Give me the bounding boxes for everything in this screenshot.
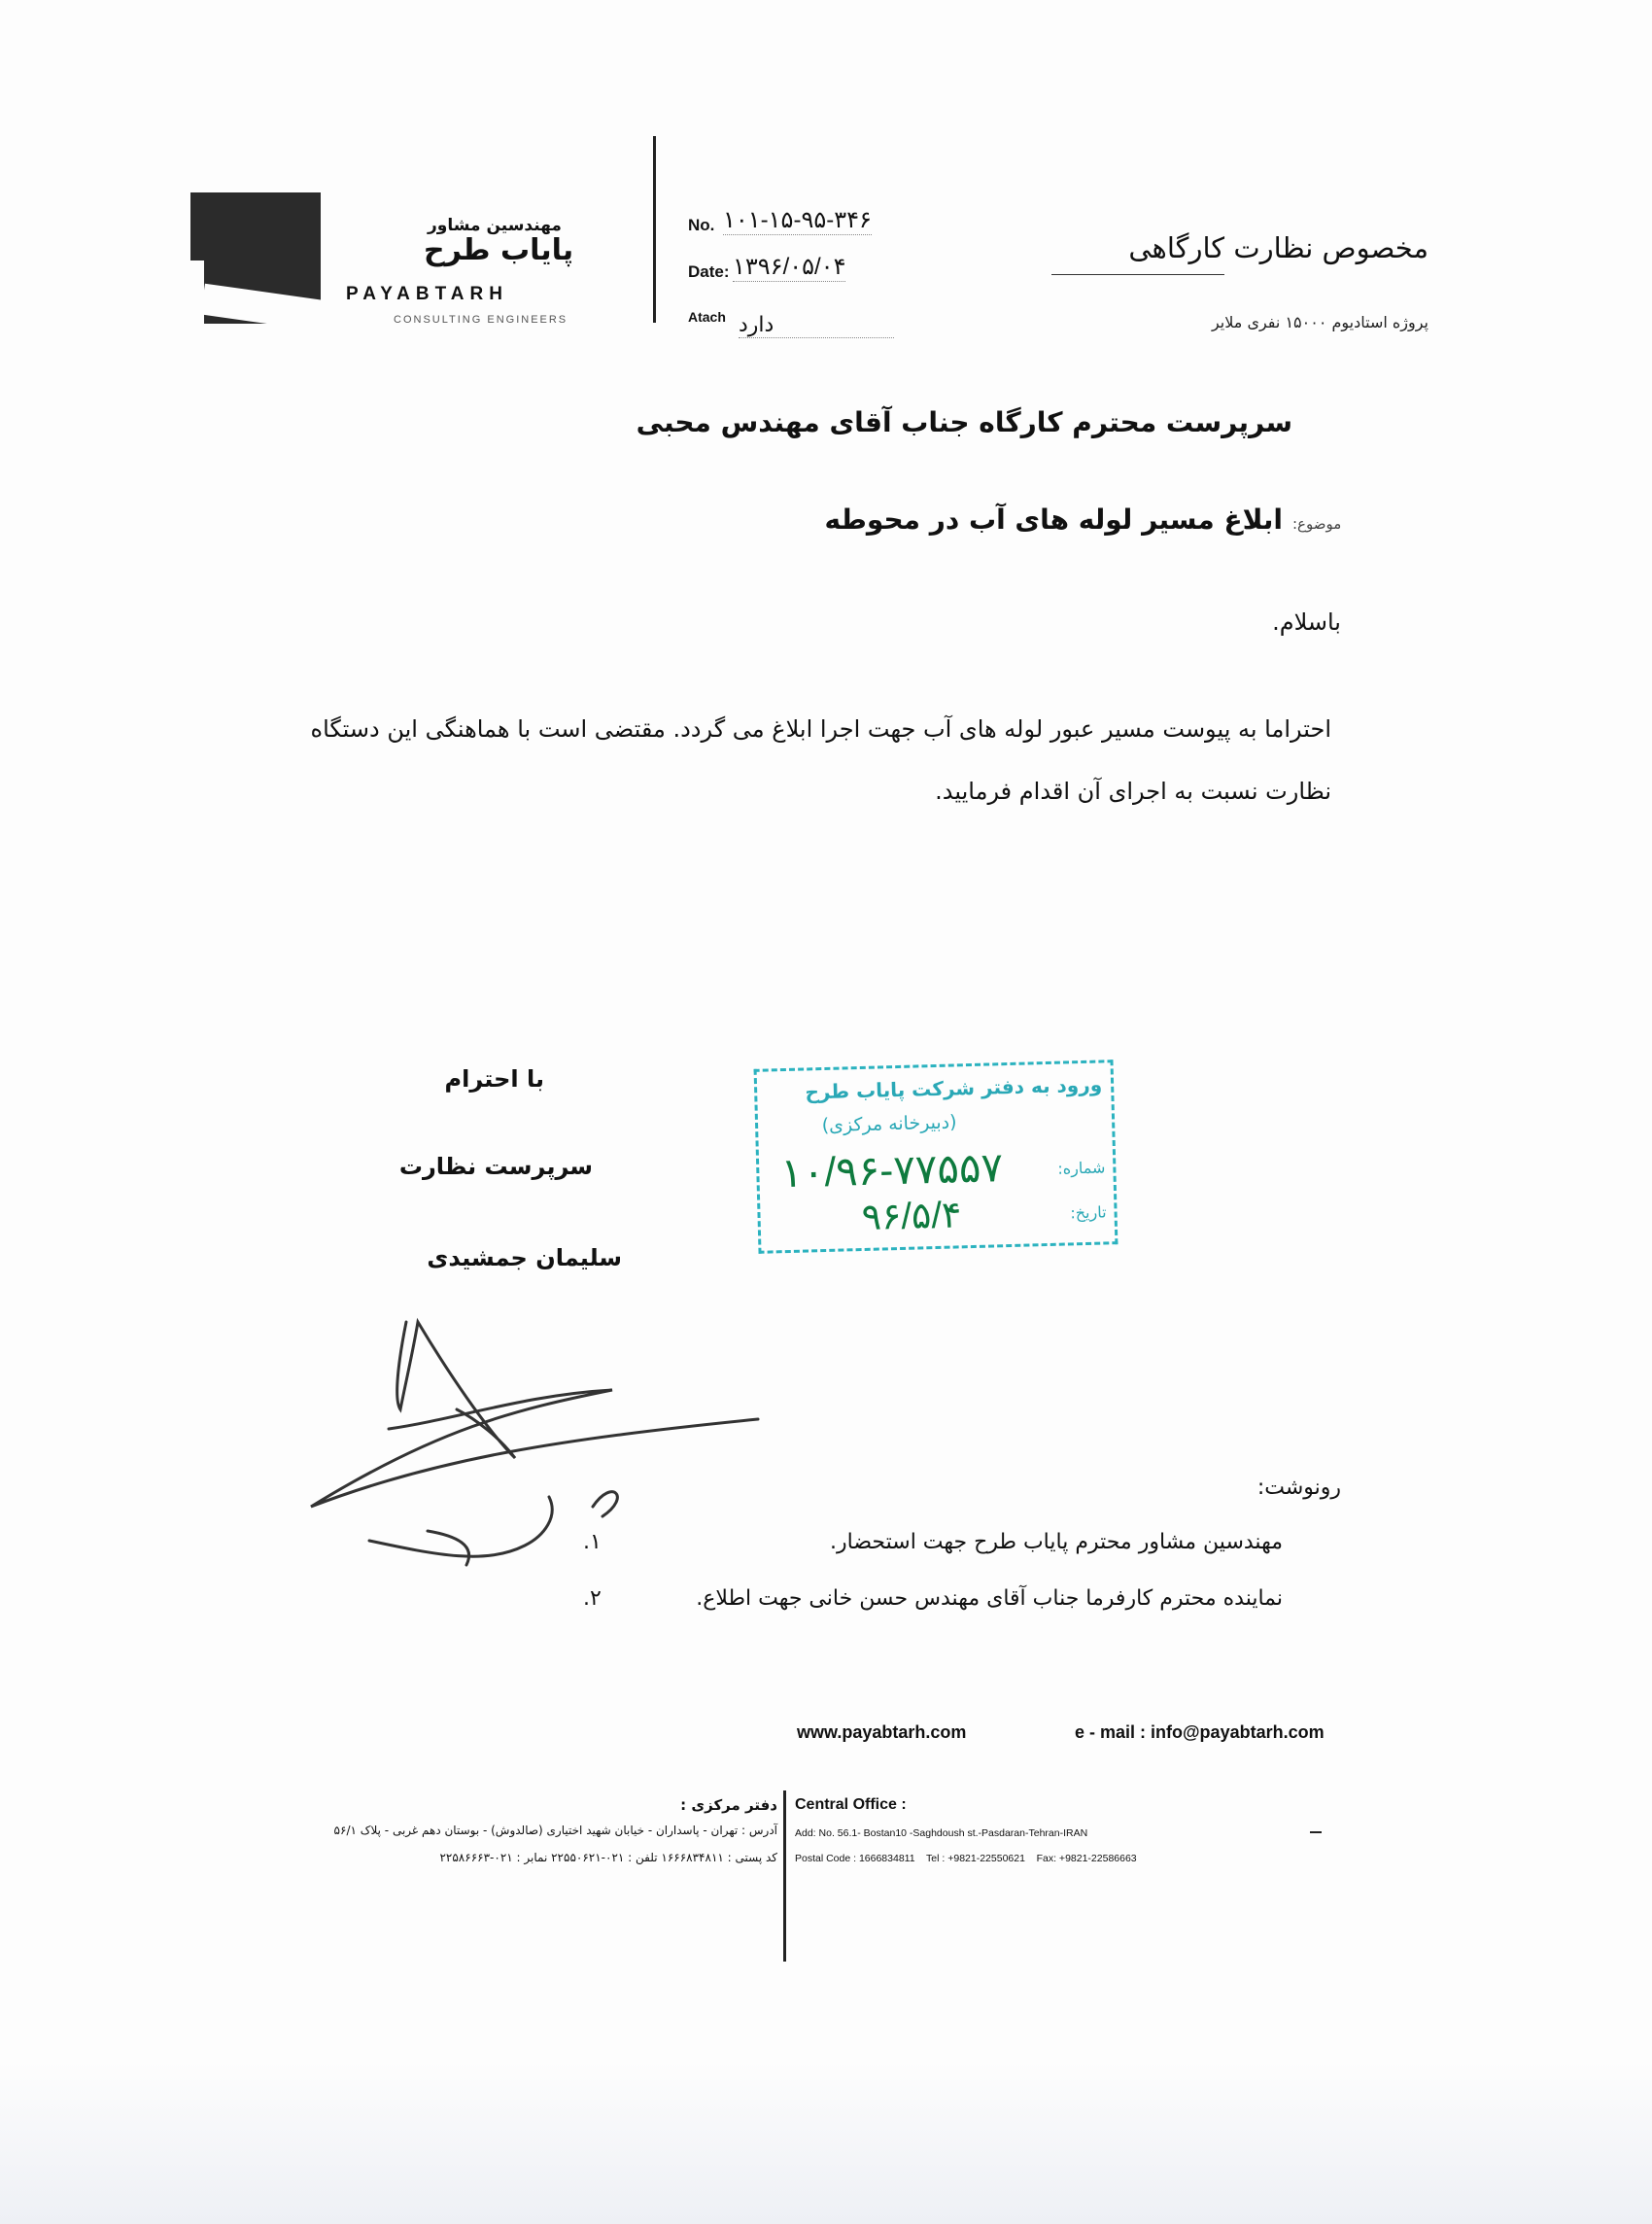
header-divider [653, 136, 656, 323]
company-logo [190, 192, 321, 324]
stamp-number-label: شماره: [1057, 1158, 1106, 1178]
brand-subtitle-fa: مهندسین مشاور [428, 216, 562, 235]
stamp-date-value: ۹۶/۵/۴ [861, 1195, 962, 1239]
project-name: پروژه استادیوم ۱۵۰۰۰ نفری ملایر [1211, 313, 1428, 331]
date-label: Date: [688, 262, 730, 281]
subject-label: موضوع: [1292, 515, 1342, 533]
subject: ابلاغ مسیر لوله های آب در محوطه [824, 504, 1283, 536]
page-background [0, 2061, 1652, 2224]
email-link[interactable]: e - mail : info@payabtarh.com [1075, 1722, 1325, 1742]
special-supervision-label: مخصوص نظارت کارگاهی [1128, 231, 1428, 264]
website-link[interactable]: www.payabtarh.com [797, 1722, 967, 1742]
address-fa: آدرس : تهران - پاسداران - خیابان شهید اختیاری (صالدوش) - بوستان دهم غربی - پلاک ۵۶/۱ [333, 1824, 777, 1837]
stamp-subtitle: (دبیرخانه مرکزی) [821, 1111, 957, 1137]
brand-name-fa: پایاب طرح [424, 233, 574, 267]
brand-subtitle-en: CONSULTING ENGINEERS [394, 314, 568, 326]
cc-item-number: ۲. [583, 1586, 602, 1611]
stamp-number-value: ۱۰/۹۶-۷۷۵۵۷ [779, 1144, 1004, 1197]
stamp-title: ورود به دفتر شرکت پایاب طرح [805, 1072, 1103, 1104]
recipient: سرپرست محترم کارگاه جناب آقای مهندس محبی [636, 406, 1292, 438]
stamp-date-label: تاریخ: [1070, 1202, 1107, 1223]
signer-title: سرپرست نظارت [398, 1153, 593, 1180]
central-office-label-en: Central Office : [795, 1796, 907, 1813]
address-en: Add: No. 56.1- Bostan10 -Saghdoush st.-Pasdaran-Tehran-IRAN [795, 1827, 1088, 1839]
cc-list [583, 1530, 1283, 1643]
footer-dash [1310, 1831, 1322, 1833]
cc-item-number: ۱. [583, 1530, 602, 1554]
attachment-label: Atach [688, 309, 726, 325]
greeting: باسلام. [1272, 608, 1341, 636]
cc-item [583, 1530, 1283, 1586]
cc-label: رونوشت: [1256, 1476, 1341, 1500]
receipt-stamp [754, 1060, 1119, 1254]
body-paragraph: احتراما به پیوست مسیر عبور لوله های آب جهت اجرا ابلاغ می گردد. مقتضی است با هماهنگی این دستگاه نظارت نسبت به اجرای آن اقدام فرمایید. [310, 715, 1331, 805]
cc-item [583, 1586, 1283, 1643]
letter-number: ۱۰۱-۱۵-۹۵-۳۴۶ [723, 207, 872, 233]
signer-name: سلیمان جمشیدی [427, 1244, 622, 1271]
attachment-value: دارد [739, 313, 894, 338]
number-label: No. [688, 216, 715, 234]
footer-divider [783, 1790, 786, 1962]
cc-item-text: نماینده محترم کارفرما جناب آقای مهندس حسن خانی جهت اطلاع. [696, 1586, 1283, 1611]
postal-fa: کد پستی : ۱۶۶۶۸۳۴۸۱۱ تلفن : ۰۲۱-۲۲۵۵۰۶۲۱ نمابر : ۰۲۱-۲۲۵۸۶۶۶۳ [439, 1851, 777, 1864]
special-underline [1051, 274, 1224, 275]
letter-date: ۱۳۹۶/۰۵/۰۴ [733, 254, 846, 280]
cc-item-text: مهندسین مشاور محترم پایاب طرح جهت استحضار. [830, 1530, 1283, 1554]
closing-regards: با احترام [444, 1065, 544, 1093]
brand-name-en: PAYABTARH [346, 284, 508, 304]
central-office-label-fa: دفتر مرکزی : [680, 1796, 777, 1814]
postal-en: Postal Code : 1666834811 Tel : +9821-22550621 Fax: +9821-22586663 [795, 1853, 1137, 1864]
